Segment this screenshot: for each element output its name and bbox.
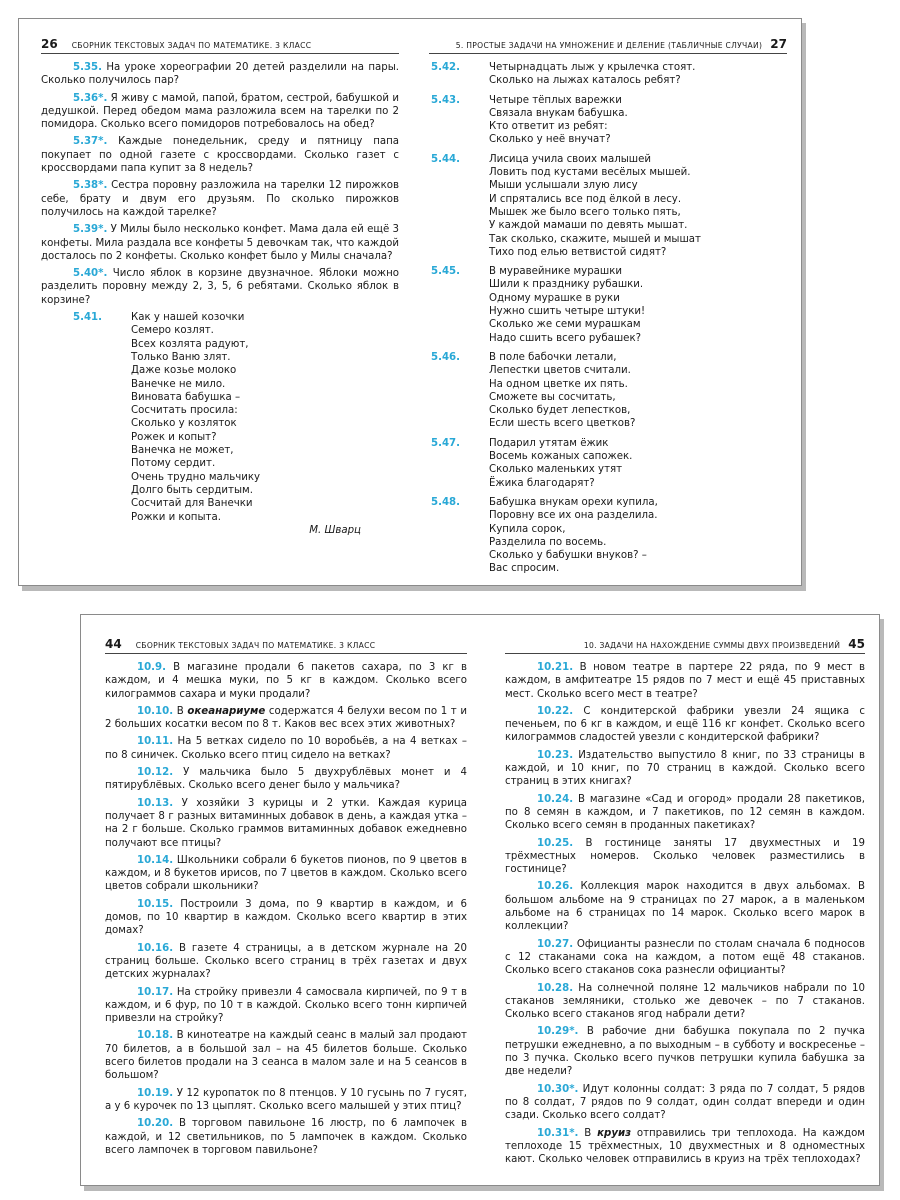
page-number: 44 — [105, 637, 122, 651]
poem-line: Мышек же было всего только пять, — [489, 206, 681, 218]
problem-number: 5.42. — [431, 62, 461, 73]
problem-number: 5.46. — [431, 351, 461, 363]
problem-number: 10.17. — [137, 986, 174, 998]
header-title: СБОРНИК ТЕКСТОВЫХ ЗАДАЧ ПО МАТЕМАТИКЕ. 3 КЛАСС — [135, 641, 376, 650]
poem-line: Виновата бабушка – — [131, 391, 241, 403]
problem-number: 5.39*. — [73, 224, 108, 236]
poem-line: Только Ваню злят. — [131, 351, 231, 363]
problem-number: 5.43. — [431, 94, 461, 106]
problem-text: В магазине «Сад и огород» продали 28 пакетиков, по 8 семян в каждом, и 7 пакетиков, по 12 семян в каждом. Сколько всего семян в проданных пакетиках? — [505, 793, 865, 832]
problem-text: На 5 ветках сидело по 10 воробьёв, а на 4 ветках – по 8 синичек. Сколько всего птиц сидело на ветках? — [105, 736, 467, 761]
problem-item — [105, 1087, 467, 1114]
poem-line: Как у нашей козочки — [131, 312, 245, 324]
problem-number: 10.24. — [537, 793, 574, 805]
problem-item — [105, 942, 467, 982]
poem-problem — [429, 496, 787, 576]
poem-line: Рожки и копыта. — [131, 511, 221, 523]
problem-number: 10.31*. — [537, 1127, 579, 1139]
problem-number: 10.29*. — [537, 1026, 579, 1038]
poem-line: Очень трудно мальчику — [131, 471, 261, 483]
header-title: СБОРНИК ТЕКСТОВЫХ ЗАДАЧ ПО МАТЕМАТИКЕ. 3 КЛАСС — [71, 41, 312, 50]
problem-keyword: океанариуме — [187, 705, 266, 717]
poem-line: Одному мурашке в руки — [489, 292, 620, 304]
problem-text-lead: В — [584, 1127, 598, 1139]
page-44 — [81, 615, 481, 1185]
poem-line: Если шесть всего цветков? — [489, 418, 636, 430]
poem-line: Сможете вы сосчитать, — [489, 391, 616, 403]
problem-number: 10.19. — [137, 1087, 174, 1099]
problem-text: В новом театре в партере 22 ряда, по 9 мест в каждом, в амфитеатре 15 рядов по 7 мест и ещё 45 приставных мест. Сколько всего мест в театре? — [505, 662, 865, 700]
poem-line: У каждой мамаши по девять мышат. — [489, 220, 688, 232]
poem-line: Шили к празднику рубашки. — [489, 279, 644, 291]
problem-number: 5.41. — [73, 312, 103, 324]
poem-line: Сколько будет лепестков, — [489, 405, 631, 417]
problem-text: Школьники собрали 6 букетов пионов, по 9 цветов в каждом, и 8 букетов ирисов, по 7 цветов в каждом. Сколько всего цветов собрали школьники? — [105, 854, 467, 893]
problem-list — [505, 661, 865, 1166]
poem-problem — [429, 265, 787, 345]
problem-number: 10.28. — [537, 982, 574, 994]
poem-line: Лисица учила своих малышей — [489, 153, 652, 165]
poem-line: И спрятались все под ёлкой в лесу. — [489, 193, 682, 205]
poem-line: Потому сердит. — [131, 458, 216, 470]
problem-number: 10.12. — [137, 767, 174, 779]
problem-text: У 12 куропаток по 8 птенцов. У 10 гусынь по 7 гусят, а у 6 курочек по 13 цыплят. Сколько всего малышей у этих птиц? — [105, 1087, 467, 1112]
running-header — [105, 637, 467, 654]
problem-number: 10.20. — [137, 1118, 174, 1130]
problem-item — [105, 1117, 467, 1157]
problem-text: На уроке хореографии 20 детей разделили на пары. Сколько получилось пар? — [41, 62, 399, 87]
poem-problem — [41, 311, 399, 537]
problem-item — [505, 880, 865, 933]
page-45 — [481, 615, 881, 1185]
poem-lines — [489, 153, 701, 259]
problem-number: 10.26. — [537, 881, 574, 893]
problem-item — [41, 223, 399, 263]
problem-item — [505, 1127, 865, 1167]
poem-problem — [429, 153, 787, 259]
poem-lines — [489, 437, 632, 490]
poem-line: Восемь кожаных сапожек. — [489, 451, 633, 463]
problem-item — [41, 267, 399, 307]
poem-problem — [429, 437, 787, 490]
problem-text: У Милы было несколько конфет. Мама дала ей ещё 3 конфеты. Мила раздала все конфеты 5 девочкам так, что каждой досталось по 2 конфеты. Сколько конфет было у Милы сначала? — [41, 224, 399, 262]
problem-text: На солнечной поляне 12 мальчиков набрали по 10 стаканов земляники, столько же девочек – по 7 стаканов. Сколько всего стаканов ягод набрали дети? — [505, 982, 865, 1021]
problem-number: 10.9. — [137, 662, 167, 673]
problem-text: Я живу с мамой, папой, братом, сестрой, бабушкой и дедушкой. Перед обедом мама разложила всем на тарелки по 2 помидора. Сколько всего помидоров потребовалось на обед? — [41, 92, 399, 131]
problem-item — [105, 986, 467, 1026]
page-27 — [411, 19, 803, 585]
poem-line: В муравейнике мурашки — [489, 266, 623, 278]
problem-item — [105, 705, 467, 732]
poem-line: Сколько же семи мурашкам — [489, 319, 641, 331]
poem-line: На одном цветке их пять. — [489, 378, 628, 390]
problem-text: Официанты разнесли по столам сначала 6 подносов с 12 стаканами сока на каждом, а потом ещё 48 стаканов. Сколько всего стаканов сока разнесли официанты? — [505, 938, 865, 977]
poem-line: Сколько маленьких утят — [489, 464, 623, 476]
problem-item — [41, 135, 399, 175]
poem-lines — [489, 496, 658, 576]
problem-number: 10.11. — [137, 736, 174, 748]
problem-number: 5.48. — [431, 496, 461, 508]
problem-number: 5.38*. — [73, 180, 108, 192]
problem-list — [41, 61, 399, 307]
problem-text: У мальчика было 5 двухрублёвых монет и 4 пятирублёвых. Сколько всего денег было у мальчика? — [105, 767, 468, 792]
poem-line: Сколько у козляток — [131, 418, 237, 430]
header-title: 5. ПРОСТЫЕ ЗАДАЧИ НА УМНОЖЕНИЕ И ДЕЛЕНИЕ (ТАБЛИЧНЫЕ СЛУЧАИ) — [455, 41, 763, 50]
problem-item — [105, 766, 467, 793]
poem-lines — [489, 61, 695, 88]
poem-author: М. Шварц — [309, 524, 361, 536]
problem-number: 5.44. — [431, 153, 461, 165]
poem-lines — [489, 351, 635, 431]
problem-text: У хозяйки 3 курицы и 2 утки. Каждая курица получает 8 г разных витаминных добавок в день, а каждая утка – на 2 г больше. Сколько граммов витаминных добавок ежедневно получают все птицы? — [105, 797, 467, 849]
problem-text: Каждые понедельник, среду и пятницу папа покупает по одной газете с кроссвордами. Сколько газет с кроссвордами папа купит за 8 недель? — [41, 136, 400, 175]
problem-number: 5.45. — [431, 266, 461, 278]
poem-line: Четыре тёплых варежки — [489, 94, 622, 106]
problem-number: 10.21. — [537, 662, 574, 673]
header-title: 10. ЗАДАЧИ НА НАХОЖДЕНИЕ СУММЫ ДВУХ ПРОИЗВЕДЕНИЙ — [583, 641, 841, 650]
poem-line: Всех козлята радуют, — [131, 338, 249, 350]
poem-line: Связала внукам бабушка. — [489, 107, 628, 119]
poem-line: Рожек и копыт? — [131, 431, 217, 443]
problem-number: 5.37*. — [73, 136, 108, 148]
poem-line: Так сколько, скажите, мышей и мышат — [489, 233, 701, 245]
poem-line: Нужно сшить четыре штуки! — [489, 306, 646, 318]
problem-item — [505, 705, 865, 745]
poem-line: Разделила по восемь. — [489, 536, 607, 548]
poem-line: Тихо под елью ветвистой сидят? — [489, 246, 667, 258]
problem-number: 10.13. — [137, 797, 174, 809]
problem-text: В рабочие дни бабушка покупала по 2 пучка петрушки ежедневно, а по выходным – в субботу и воскресенье – по 3 пучка. Сколько всего пучков петрушки купила бабушка за две недели? — [505, 1026, 865, 1078]
page-26 — [19, 19, 411, 585]
problem-item — [105, 898, 467, 938]
problem-item — [41, 61, 399, 88]
poem-line: Семеро козлят. — [131, 325, 214, 337]
problem-item — [505, 793, 865, 833]
problem-number: 10.30*. — [537, 1083, 579, 1095]
poem-line: Четырнадцать лыж у крылечка стоят. — [489, 62, 696, 73]
problem-keyword: круиз — [597, 1127, 632, 1139]
problem-item — [41, 92, 399, 132]
problem-number: 10.22. — [537, 705, 574, 717]
poem-line: В поле бабочки летали, — [489, 351, 617, 363]
running-header — [41, 37, 399, 54]
problem-list — [105, 661, 467, 1157]
poem-line: Ловить под кустами весёлых мышей. — [489, 167, 691, 179]
problem-text: Идут колонны солдат: 3 ряда по 7 солдат, 5 рядов по 8 солдат, 7 рядов по 9 солдат, один солдат впереди и один сзади. Сколько всего солдат? — [505, 1083, 865, 1122]
poem-problem — [429, 351, 787, 431]
poem-line: Поровну все их она разделила. — [489, 510, 658, 522]
problem-item — [505, 1025, 865, 1078]
problem-number: 5.36*. — [73, 92, 108, 104]
problem-number: 10.10. — [137, 705, 174, 717]
poem-line: Подарил утятам ёжик — [489, 437, 609, 449]
page-number: 45 — [848, 637, 865, 651]
poem-lines — [489, 94, 628, 147]
problem-text: Построили 3 дома, по 9 квартир в каждом, и 6 домов, по 10 квартир в каждом. Сколько всего квартир в этих домах? — [105, 898, 467, 937]
poem-line: Купила сорок, — [489, 523, 566, 535]
problem-item — [505, 982, 865, 1022]
problem-number: 10.23. — [537, 749, 574, 761]
poem-line: Кто ответит из ребят: — [489, 121, 608, 133]
poem-line: Ёжика благодарят? — [489, 477, 595, 489]
problem-item — [105, 735, 467, 762]
problem-text: В торговом павильоне 16 люстр, по 6 лампочек в каждой, и 12 светильников, по 5 лампочек в каждом. Сколько всего лампочек в торговом павильоне? — [105, 1118, 467, 1156]
problem-item — [505, 1083, 865, 1123]
problem-number: 5.35. — [73, 62, 103, 73]
poem-list — [429, 61, 787, 576]
problem-number: 10.18. — [137, 1030, 174, 1042]
problem-text: На стройку привезли 4 самосвала кирпичей, по 9 т в каждом, и 6 фур, по 10 т в каждой. Сколько всего тонн кирпичей привезли на стройку? — [105, 986, 467, 1025]
problem-number: 10.16. — [137, 942, 174, 954]
problem-number: 5.47. — [431, 437, 461, 449]
problem-text: В газете 4 страницы, а в детском журнале на 20 страниц больше. Сколько всего страниц в трёх газетах и двух детских журналах? — [105, 942, 467, 981]
poem-line: Лепестки цветов считали. — [489, 365, 631, 377]
poem-problem — [429, 94, 787, 147]
problem-text: Издательство выпустило 8 книг, по 33 страницы в каждой, и 10 книг, по 70 страниц в каждой. Сколько всего страниц в этих книгах? — [505, 749, 865, 788]
poem-lines — [131, 311, 381, 537]
problem-text: В кинотеатре на каждый сеанс в малый зал продают 70 билетов, а в большой зал – на 45 билетов больше. Сколько всего билетов продали на 3 сеанса в малом зале и на 5 сеансов в большом? — [105, 1030, 467, 1082]
problem-item — [105, 1029, 467, 1082]
problem-item — [505, 938, 865, 978]
poem-line: Сколько у неё внучат? — [489, 134, 611, 146]
problem-item — [105, 661, 467, 701]
problem-number: 10.25. — [537, 837, 574, 849]
poem-line: Ванечке не мило. — [131, 378, 226, 390]
poem-line: Мыши услышали злую лису — [489, 180, 638, 192]
problem-text: Сестра поровну разложила на тарелки 12 пирожков себе, брату и двум его друзьям. По сколько пирожков получилось на каждой тарелке? — [41, 180, 399, 218]
book-spread-top — [18, 18, 802, 586]
page-number: 27 — [770, 37, 787, 51]
problem-text-lead: В — [176, 705, 188, 717]
running-header — [505, 637, 865, 654]
problem-item — [505, 661, 865, 701]
problem-item — [105, 797, 467, 850]
problem-text: С кондитерской фабрики увезли 24 ящика с печеньем, по 6 кг в каждом, и ещё 116 кг конфет. Сколько всего килограммов сладостей увезли с кондитерской фабрики? — [505, 705, 865, 744]
problem-text: содержатся 4 белухи весом по 1 т и 2 больших косатки весом по 8 т. Каков вес всех этих животных? — [105, 705, 467, 731]
poem-line: Даже козье молоко — [131, 365, 237, 377]
book-spread-bottom — [80, 614, 880, 1186]
problem-item — [505, 749, 865, 789]
poem-line: Ванечка не может, — [131, 445, 234, 457]
page-number: 26 — [41, 37, 58, 51]
poem-line: Бабушка внукам орехи купила, — [489, 496, 658, 508]
problem-item — [505, 837, 865, 877]
poem-lines — [489, 265, 645, 345]
problem-text: В магазине продали 6 пакетов сахара, по 3 кг в каждом, и 4 мешка муки, по 5 кг в каждом. Сколько всего килограммов сахара и муки продали? — [105, 662, 467, 700]
problem-text: Коллекция марок находится в двух альбомах. В большом альбоме на 9 страницах по 27 марок, а в маленьком альбоме на 6 страницах по 14 марок. Сколько всего марок в коллекции? — [505, 881, 865, 933]
problem-text: Число яблок в корзине двузначное. Яблоки можно разделить поровну между 2, 3, 5, 6 ребятами. Сколько яблок в корзине? — [41, 268, 399, 306]
poem-problem — [429, 61, 787, 88]
problem-item — [105, 854, 467, 894]
problem-number: 10.15. — [137, 898, 174, 910]
poem-line: Вас спросим. — [489, 563, 560, 575]
problem-number: 10.14. — [137, 854, 174, 866]
problem-number: 10.27. — [537, 938, 574, 950]
problem-text: В гостинице заняты 17 двухместных и 19 трёхместных номеров. Сколько человек разместились в гостинице? — [505, 837, 865, 876]
problem-text: отправились три теплохода. На каждом теплоходе 15 трёхместных, 10 двухместных и 8 одноместных кают. Сколько человек отправились в круиз на трёх теплоходах? — [505, 1127, 865, 1166]
poem-line: Сколько на лыжах каталось ребят? — [489, 75, 681, 87]
poem-line: Сколько у бабушки внуков? – — [489, 550, 647, 562]
poem-line: Долго быть сердитым. — [131, 484, 253, 496]
poem-line: Надо сшить всего рубашек? — [489, 332, 642, 344]
poem-line: Сосчитай для Ванечки — [131, 498, 253, 510]
running-header — [429, 37, 787, 54]
problem-number: 5.40*. — [73, 268, 108, 280]
poem-line: Сосчитать просила: — [131, 405, 238, 417]
problem-item — [41, 179, 399, 219]
